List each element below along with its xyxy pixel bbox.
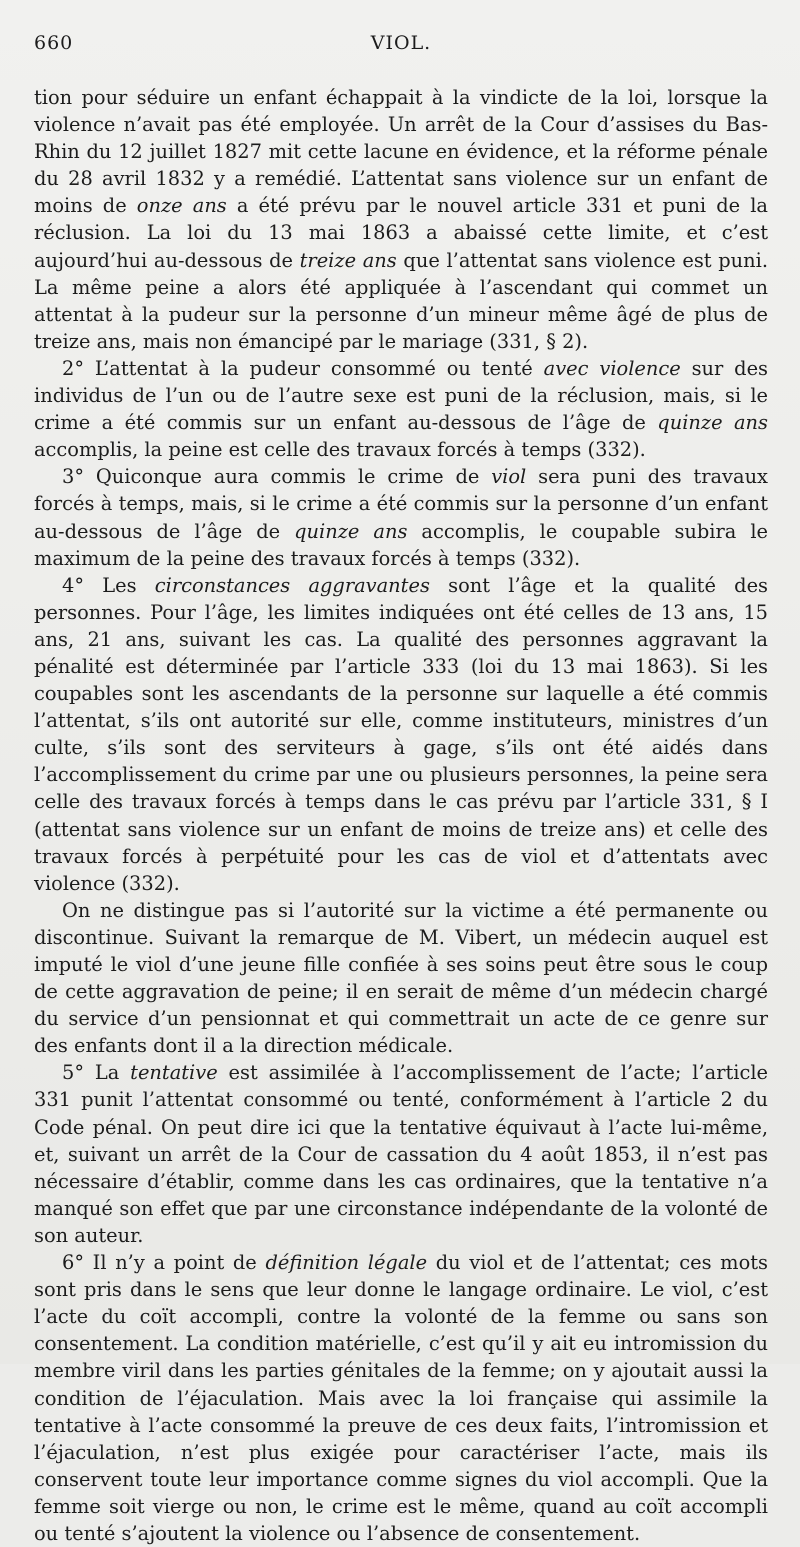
text-run: que l’attentat sans violence est puni. La même peine a alors été appliquée à l’ascendant qui commet un attentat à la pudeur sur la personne d’un mineur même âgé de plus de treize ans, mais non émancipé par le mariage (331, § 2). [34,248,769,353]
running-title: VIOL. [370,32,432,54]
page-header [34,26,768,62]
italic-text-run: treize ans [299,248,397,272]
text-run: sur des individus de l’un ou de l’autre sexe est puni de la réclusion, mais, si le crime a été commis sur un enfant au-dessous de l’âge de [34,356,769,435]
italic-text-run: circonstances aggravantes [154,573,430,597]
text-run: 6° Il n’y a point de [62,1251,266,1275]
italic-text-run: quinze ans [657,411,768,435]
text-run: a été prévu par le nouvel article 331 et puni de la réclusion. La loi du 13 mai 1863 a abaissé cette limite, et c’est aujourd’hui au-dessous de [34,194,768,272]
text-run: On ne distingue pas si l’autorité sur la victime a été permanente ou discontinue. Suivant la remarque de M. Vibert, un médecin auquel est imputé le viol d’une jeune fille confiée à ses soins peut être sous le coup de cette aggravation de peine; il en serait de même d’un médecin chargé du service d’un pensionnat et qui commettrait un acte de ce genre sur des enfants dont il a la direction médicale. [34,898,768,1058]
text-run: accomplis, le coupable subira le maximum de la peine des travaux forcés à temps (332). [34,519,769,570]
page-number: 660 [34,32,74,54]
italic-text-run: avec violence [543,356,681,380]
text-run: est assimilée à l’accomplissement de l’acte; l’article 331 punit l’attentat consommé ou tenté, conformément à l’article 2 du Code pénal. On peut dire ici que la tentative équivaut à l’acte lui-même, et, suivant un arrêt de la Cour de cassation du 4 août 1853, il n’est pas nécessaire d’établir, comme dans les cas ordinaires, que la tentative n’a manqué son effet que par une circonstance indépendante de la volonté de son auteur. [34,1061,769,1247]
text-run: 5° La [62,1061,131,1085]
text-run: 4° Les [62,573,155,597]
paragraph-4-circonstances-aggravantes [34,572,768,897]
paragraph-6-definition-legale [34,1249,768,1547]
text-run: 3° Quiconque aura commis le crime de [62,465,492,489]
text-run: tion pour séduire un enfant échappait à la vindicte de la loi, lorsque la violence n’avait pas été employée. Un arrêt de la Cour d’assises du Bas-Rhin du 12 juillet 1827 mit cette lacune en évidence, et la réforme pénale du 28 avril 1832 y a remédié. L’attentat sans violence sur un enfant de moins de [34,86,768,218]
text-run: du viol et de l’attentat; ces mots sont pris dans le sens que leur donne le langage ordinaire. Le viol, c’est l’acte du coït accompli, contre la volonté de la femme ou sans son consentement. La condition matérielle, c’est qu’il y ait eu intromission du membre viril dans les parties génitales de la femme; on y ajoutait aussi la condition de l’éjaculation. Mais avec la loi française qui assimile la tentative à l’acte consommé la preuve de ces deux faits, l’intromission et l’éjaculation, n’est plus exigée pour caractériser l’acte, mais ils conservent toute leur importance comme signes du viol accompli. Que la femme soit vierge ou non, le crime est le même, quand au coït accompli ou tenté s’ajoutent la violence ou l’absence de consentement. [34,1251,768,1545]
paragraph-continuation [34,84,768,355]
italic-text-run: tentative [130,1061,218,1085]
italic-text-run: quinze ans [294,519,408,543]
body-text [34,84,768,1547]
text-run: 2° L’attentat à la pudeur consommé ou tenté [62,356,544,380]
text-run: accomplis, la peine est celle des travaux forcés à temps (332). [34,438,646,462]
text-run: sont l’âge et la qualité des personnes. Pour l’âge, les limites indiquées ont été celles de 13 ans, 15 ans, 21 ans, suivant les cas. La qualité des personnes aggravant la pénalité est déterminée par l’article 333 (loi du 13 mai 1863). Si les coupables sont les ascendants de la personne sur laquelle a été commis l’attentat, s’ils ont autorité sur elle, comme instituteurs, ministres d’un culte, s’ils sont des serviteurs à gage, s’ils ont été aidés dans l’accomplissement du crime par une ou plusieurs personnes, la peine sera celle des travaux forcés à temps dans le cas prévu par l’article 331, § I (attentat sans violence sur un enfant de moins de treize ans) et celle des travaux forcés à perpétuité pour les cas de viol et d’attentats avec violence (332). [34,573,768,895]
italic-text-run: viol [491,465,527,489]
text-run: sera puni des travaux forcés à temps, mais, si le crime a été commis sur la personne d’un enfant au-dessous de l’âge de [34,465,768,543]
paragraph-3-crime-de-viol [34,463,768,571]
italic-text-run: définition légale [265,1251,428,1275]
italic-text-run: onze ans [136,194,227,218]
paragraph-autorite-victime [34,897,768,1060]
paragraph-2-attentat-avec-violence [34,355,768,463]
paragraph-5-tentative [34,1059,768,1249]
